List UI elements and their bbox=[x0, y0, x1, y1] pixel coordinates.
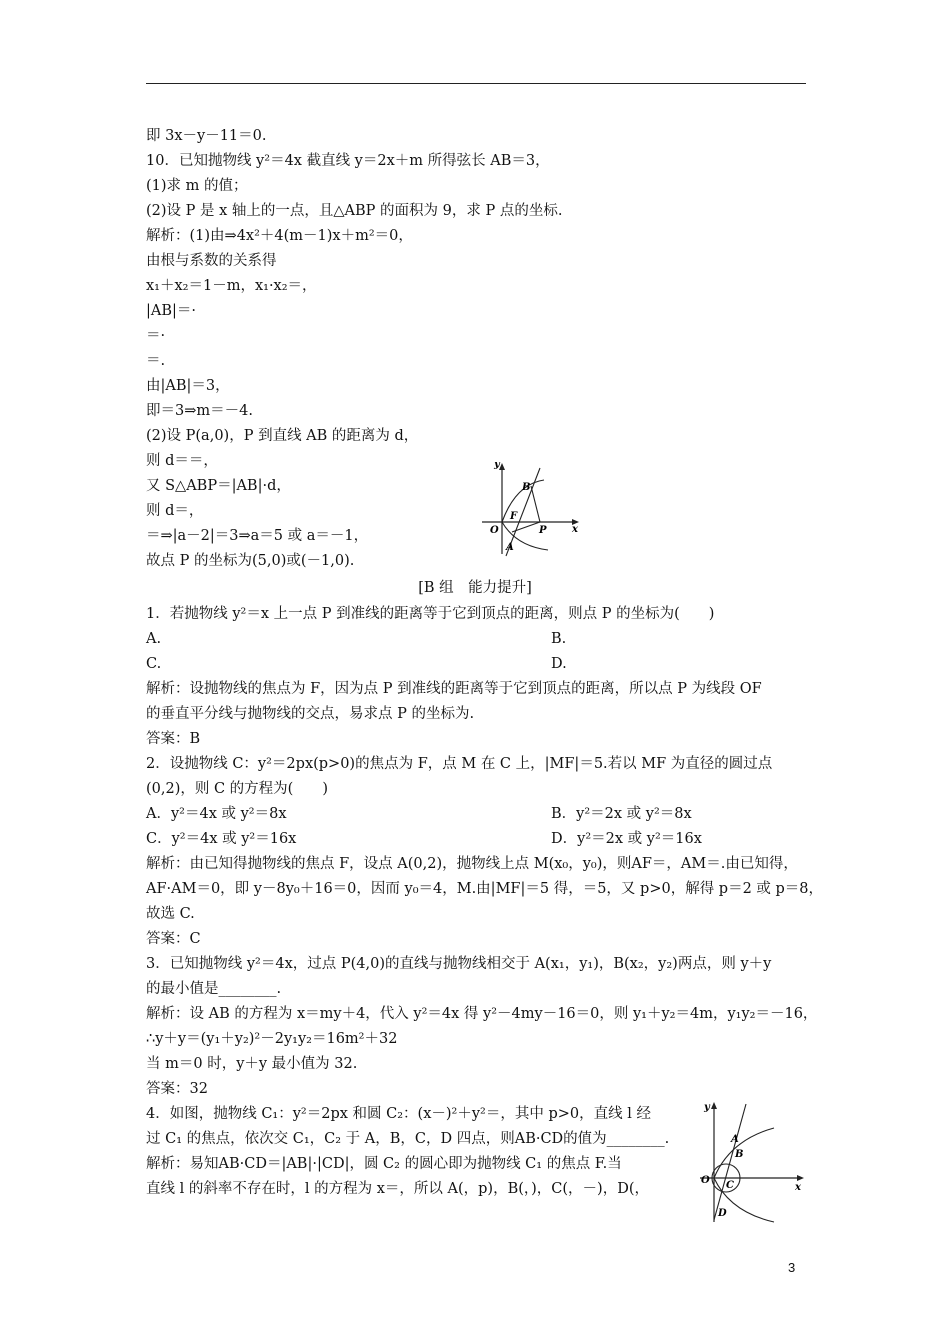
fig2-point-a: A bbox=[731, 1134, 739, 1145]
q1-option-b: B. bbox=[551, 631, 567, 647]
section-b-heading: [B 组 能力提升] bbox=[418, 580, 532, 596]
q2-option-b: B．y²＝2x 或 y²＝8x bbox=[551, 806, 692, 822]
text-line: 即＝3⇒m＝－4. bbox=[146, 403, 253, 419]
question-2: (0,2)，则 C 的方程为( ) bbox=[146, 781, 328, 797]
text-line: 又 S△ABP＝|AB|·d， bbox=[146, 478, 291, 494]
q2-analysis: AF·AM＝0，即 y－8y₀＋16＝0，因而 y₀＝4，M.由|MF|＝5 得，＝5，又 p>0，解得 p＝2 或 p＝8， bbox=[146, 881, 824, 897]
fig2-point-c: C bbox=[726, 1180, 734, 1191]
q2-option-c: C．y²＝4x 或 y²＝16x bbox=[146, 831, 297, 847]
text-line: (1)求 m 的值； bbox=[146, 178, 248, 194]
fig1-x-label: x bbox=[572, 524, 578, 535]
fig2-x-label: x bbox=[795, 1182, 801, 1193]
question-1: 1．若抛物线 y²＝x 上一点 P 到准线的距离等于它到顶点的距离，则点 P 的坐标为( ) bbox=[146, 606, 715, 622]
q4-analysis: 解析：易知AB·CD＝|AB|·|CD|，圆 C₂ 的圆心即为抛物线 C₁ 的焦点 F.当 bbox=[146, 1156, 622, 1172]
text-line: (2)设 P 是 x 轴上的一点，且△ABP 的面积为 9，求 P 点的坐标. bbox=[146, 203, 563, 219]
question-10: 10．已知抛物线 y²＝4x 截直线 y＝2x＋m 所得弦长 AB＝3， bbox=[146, 153, 550, 169]
q3-analysis: 当 m＝0 时，y＋y 最小值为 32. bbox=[146, 1056, 358, 1072]
question-4: 4．如图，抛物线 C₁：y²＝2px 和圆 C₂：(x－)²＋y²＝，其中 p>0，直线 l 经 bbox=[146, 1106, 651, 1122]
text-line: x₁＋x₂＝1－m，x₁·x₂＝， bbox=[146, 278, 317, 294]
q1-analysis: 的垂直平分线与抛物线的交点，易求点 P 的坐标为. bbox=[146, 706, 475, 722]
question-3: 3．已知抛物线 y²＝4x，过点 P(4,0)的直线与抛物线相交于 A(x₁，y₁)，B(x₂，y₂)两点，则 y＋y bbox=[146, 956, 772, 972]
question-3: 的最小值是________. bbox=[146, 981, 282, 997]
q2-answer: 答案：C bbox=[146, 931, 201, 947]
fig1-point-p: P bbox=[539, 525, 547, 536]
text-line: |AB|＝· bbox=[146, 303, 197, 319]
text-line: 由根与系数的关系得 bbox=[146, 253, 277, 269]
question-4: 过 C₁ 的焦点，依次交 C₁，C₂ 于 A，B，C，D 四点，则AB·CD的值为________. bbox=[146, 1131, 670, 1147]
q2-option-d: D．y²＝2x 或 y²＝16x bbox=[551, 831, 702, 847]
text-line: (2)设 P(a,0)，P 到直线 AB 的距离为 d， bbox=[146, 428, 419, 444]
q2-option-a: A．y²＝4x 或 y²＝8x bbox=[146, 806, 287, 822]
q3-analysis: 解析：设 AB 的方程为 x＝my＋4，代入 y²＝4x 得 y²－4my－16＝0，则 y₁＋y₂＝4m，y₁y₂＝－16， bbox=[146, 1006, 818, 1022]
fig2-point-b: B bbox=[735, 1149, 744, 1160]
q3-analysis: ∴y＋y＝(y₁＋y₂)²－2y₁y₂＝16m²＋32 bbox=[146, 1031, 398, 1047]
figure-parabola-triangle bbox=[472, 462, 584, 562]
q1-option-d: D. bbox=[551, 656, 567, 672]
fig2-origin: O bbox=[701, 1175, 710, 1186]
q1-option-c: C. bbox=[146, 656, 162, 672]
text-line: 解析：(1)由⇒4x²＋4(m－1)x＋m²＝0， bbox=[146, 228, 413, 244]
q1-analysis: 解析：设抛物线的焦点为 F，因为点 P 到准线的距离等于它到顶点的距离，所以点 P 为线段 OF bbox=[146, 681, 762, 697]
text-line: 则 d＝＝， bbox=[146, 453, 218, 469]
page-number: 3 bbox=[788, 1260, 796, 1275]
text-line: 则 d＝， bbox=[146, 503, 204, 519]
question-2: 2．设抛物线 C：y²＝2px(p>0)的焦点为 F，点 M 在 C 上，|MF|＝5.若以 MF 为直径的圆过点 bbox=[146, 756, 773, 772]
text-line: 故点 P 的坐标为(5,0)或(－1,0). bbox=[146, 553, 355, 569]
fig2-y-label: y bbox=[704, 1102, 710, 1113]
fig2-point-d: D bbox=[718, 1208, 727, 1219]
text-line: ＝· bbox=[146, 328, 166, 344]
q4-analysis: 直线 l 的斜率不存在时，l 的方程为 x＝，所以 A(，p)，B(，)，C(，－)，D(， bbox=[146, 1181, 649, 1197]
q1-option-a: A. bbox=[146, 631, 162, 647]
figure-parabola-circle bbox=[694, 1100, 806, 1224]
q1-answer: 答案：B bbox=[146, 731, 201, 747]
fig1-point-a: A bbox=[506, 542, 514, 553]
header-rule bbox=[146, 83, 806, 84]
q3-answer: 答案：32 bbox=[146, 1081, 208, 1097]
text-line: 由|AB|＝3， bbox=[146, 378, 230, 394]
text-line: ＝⇒|a－2|＝3⇒a＝5 或 a＝－1， bbox=[146, 528, 369, 544]
fig1-y-label: y bbox=[494, 462, 500, 470]
fig1-origin: O bbox=[490, 525, 499, 536]
text-line: ＝. bbox=[146, 353, 166, 369]
fig1-point-b: B bbox=[522, 482, 531, 493]
text-line: 即 3x－y－11＝0. bbox=[146, 128, 267, 144]
q2-analysis: 解析：由已知得抛物线的焦点 F，设点 A(0,2)，抛物线上点 M(x₀，y₀)，则AF＝，AM＝.由已知得， bbox=[146, 856, 798, 872]
q2-analysis: 故选 C. bbox=[146, 906, 195, 922]
fig1-point-f: F bbox=[510, 511, 518, 522]
